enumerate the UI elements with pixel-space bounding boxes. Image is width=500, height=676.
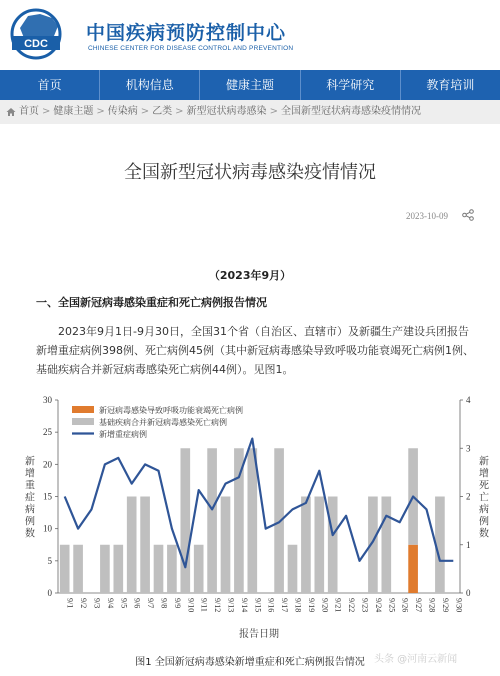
x-tick-label: 9/26 (400, 598, 410, 613)
bar-underlying-disease-death (180, 448, 190, 593)
breadcrumb-separator: > (42, 106, 51, 117)
x-tick-label: 9/25 (387, 598, 397, 613)
bar-underlying-disease-death (207, 448, 217, 593)
x-tick-label: 9/29 (440, 598, 450, 613)
legend-label-underlying: 基础疾病合并新冠病毒感染死亡病例 (99, 418, 227, 427)
bar-underlying-disease-death (60, 545, 70, 593)
x-tick-label: 9/28 (427, 598, 437, 613)
x-tick-label: 9/3 (92, 598, 102, 609)
x-tick-label: 9/4 (105, 598, 115, 609)
legend-label-respiratory: 新冠病毒感染导致呼吸功能衰竭死亡病例 (99, 406, 243, 415)
bar-underlying-disease-death (127, 497, 137, 594)
x-tick-label: 9/16 (266, 598, 276, 613)
legend-swatch-underlying (72, 418, 94, 425)
y-axis-title-left: 新增重症病例数 (25, 456, 35, 540)
x-tick-label: 9/13 (226, 598, 236, 613)
x-tick-label: 9/20 (320, 598, 330, 613)
bar-respiratory-failure-death (408, 545, 418, 593)
article-date: 2023-10-09 (406, 211, 448, 221)
bar-underlying-disease-death (100, 545, 110, 593)
x-tick-label: 9/14 (239, 598, 249, 613)
bar-underlying-disease-death (381, 497, 391, 594)
x-tick-label: 9/27 (414, 598, 424, 613)
bar-underlying-disease-death (314, 497, 324, 594)
breadcrumb-health-topics[interactable]: 健康主题 (53, 106, 94, 117)
x-tick-label: 9/2 (79, 598, 89, 609)
bar-underlying-disease-death (113, 545, 123, 593)
breadcrumb-class-b[interactable]: 乙类 (152, 106, 173, 117)
x-tick-label: 9/7 (146, 598, 156, 609)
x-tick-label: 9/19 (306, 598, 316, 613)
nav-item-health-topics[interactable]: 健康主题 (200, 70, 300, 100)
article-paragraph: 2023年9月1日-9月30日，全国31个省（自治区、直辖市）及新疆生产建设兵团报告新增重症病例398例、死亡病例45例（其中新冠病毒感染导致呼吸功能衰竭死亡病例1例、基础疾病合并新冠病毒感染死亡病例44例）。见图1。 (36, 325, 474, 376)
breadcrumb (0, 100, 500, 124)
y-tick-label-left: 15 (43, 491, 52, 502)
x-tick-label: 9/12 (213, 598, 223, 613)
site-header (0, 0, 500, 70)
main-nav (0, 70, 500, 100)
home-icon (6, 107, 16, 117)
y-tick-label-left: 20 (43, 459, 52, 470)
x-tick-label: 9/17 (280, 598, 290, 613)
section-heading: 一、全国新冠病毒感染重症和死亡病例报告情况 (36, 296, 267, 309)
x-axis-title: 报告日期 (239, 629, 279, 640)
nav-item-home[interactable]: 首页 (0, 70, 100, 100)
x-tick-label: 9/11 (199, 598, 209, 612)
severe-death-chart (0, 388, 500, 646)
x-tick-label: 9/8 (159, 598, 169, 609)
nav-item-education[interactable]: 教育培训 (426, 78, 475, 92)
y-tick-label-right: 0 (466, 588, 471, 598)
bar-underlying-disease-death (167, 545, 177, 593)
bar-underlying-disease-death (247, 448, 257, 593)
bar-underlying-disease-death (301, 497, 311, 594)
y-tick-label-left: 5 (47, 555, 52, 566)
x-tick-label: 9/18 (293, 598, 303, 613)
y-tick-label-left: 30 (43, 395, 52, 405)
bar-underlying-disease-death (288, 545, 298, 593)
legend-label-severe: 新增重症病例 (99, 430, 147, 439)
x-tick-label: 9/21 (333, 598, 343, 613)
x-tick-label: 9/15 (253, 598, 263, 613)
bar-underlying-disease-death (154, 545, 164, 593)
logo-text: CDC (24, 38, 48, 50)
cdc-logo[interactable] (6, 6, 78, 62)
x-tick-label: 9/22 (347, 598, 357, 613)
y-tick-label-right: 4 (466, 395, 471, 405)
breadcrumb-covid[interactable]: 新型冠状病毒感染 (186, 106, 267, 117)
y-tick-label-right: 2 (466, 491, 471, 502)
y-tick-label-left: 0 (47, 588, 52, 598)
y-tick-label-left: 10 (43, 523, 52, 534)
breadcrumb-current: 全国新型冠状病毒感染疫情情况 (280, 106, 421, 117)
y-tick-label-right: 3 (466, 443, 471, 454)
site-name-en: CHINESE CENTER FOR DISEASE CONTROL AND PREVENTION (88, 45, 294, 52)
bar-underlying-disease-death (140, 497, 150, 594)
figure-caption: 图1 全国新冠病毒感染新增重症和死亡病例报告情况 (135, 657, 365, 668)
breadcrumb-infectious[interactable]: 传染病 (107, 106, 138, 117)
x-tick-label: 9/23 (360, 598, 370, 613)
y-axis-title-right: 新增死亡病例数 (479, 456, 489, 540)
bar-underlying-disease-death (194, 545, 204, 593)
bar-underlying-disease-death (274, 448, 284, 593)
breadcrumb-separator: > (175, 106, 184, 117)
breadcrumb-separator: > (140, 106, 150, 117)
legend-swatch-respiratory (72, 406, 94, 413)
site-name-cn: 中国疾病预防控制中心 (86, 22, 287, 44)
article-subtitle: （2023年9月） (208, 269, 292, 282)
x-tick-label: 9/1 (65, 598, 75, 609)
breadcrumb-separator: > (96, 106, 105, 117)
x-tick-label: 9/9 (172, 598, 182, 609)
bar-underlying-disease-death (221, 497, 231, 594)
breadcrumb-home[interactable]: 首页 (19, 106, 39, 117)
bar-underlying-disease-death (73, 545, 83, 593)
x-tick-label: 9/30 (454, 598, 464, 613)
article-title: 全国新型冠状病毒感染疫情情况 (124, 162, 376, 183)
bar-underlying-disease-death (328, 497, 338, 594)
nav-item-research[interactable]: 科学研究 (301, 70, 401, 100)
x-tick-label: 9/24 (373, 598, 383, 613)
y-tick-label-left: 25 (43, 427, 52, 438)
breadcrumb-separator: > (269, 106, 278, 117)
x-tick-label: 9/10 (186, 598, 196, 613)
nav-item-institution[interactable]: 机构信息 (100, 70, 200, 100)
y-tick-label-right: 1 (466, 539, 471, 550)
x-tick-label: 9/5 (119, 598, 129, 609)
watermark: 头条 @河南云新闻 (374, 654, 458, 665)
x-tick-label: 9/6 (132, 598, 142, 609)
share-icon[interactable] (462, 209, 474, 221)
